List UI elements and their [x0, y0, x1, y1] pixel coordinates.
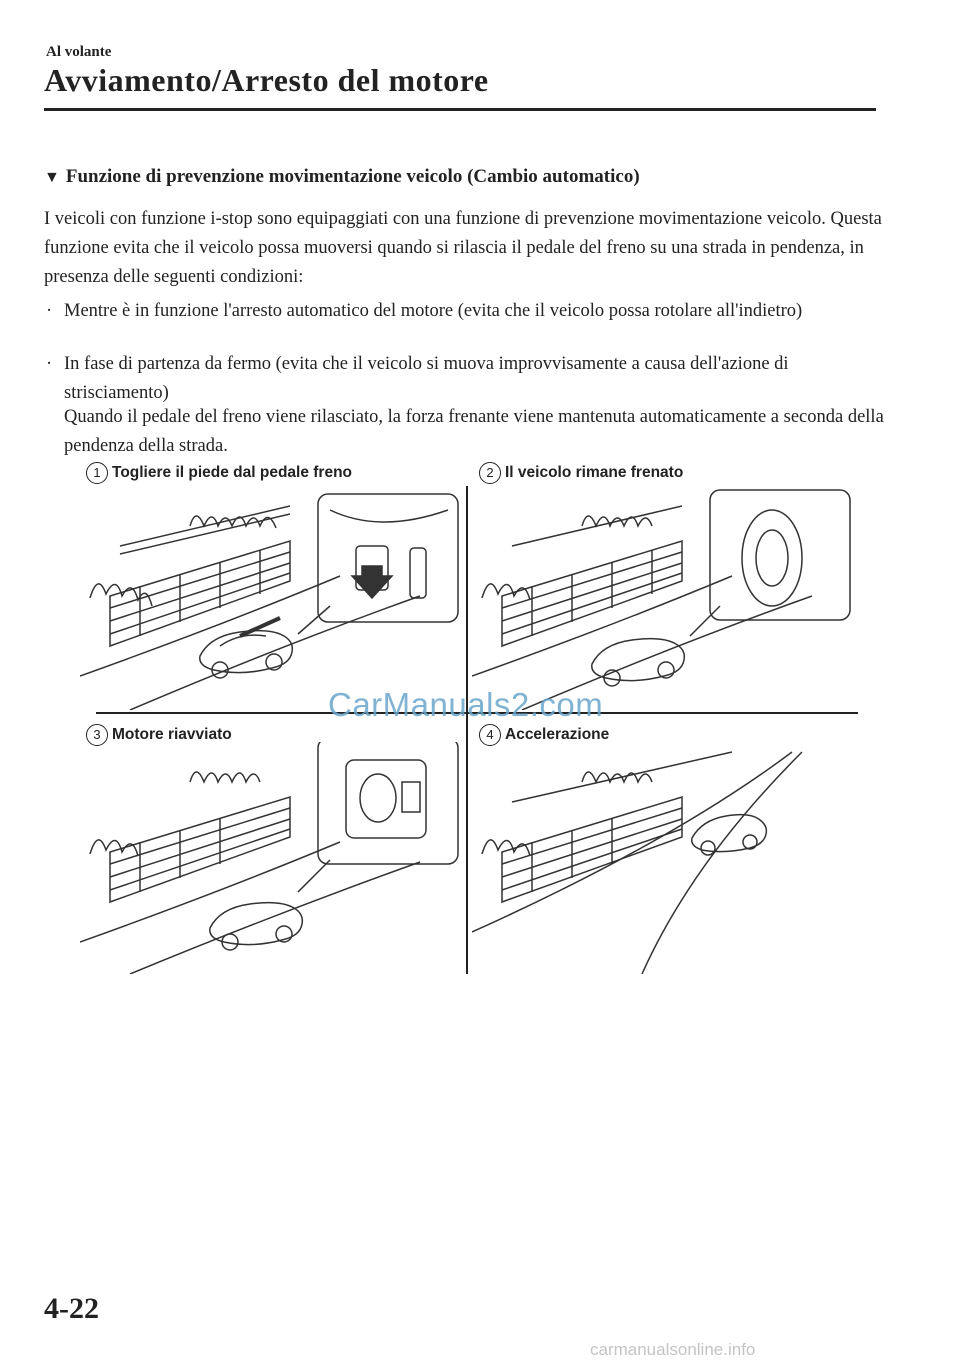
- chapter-label: Al volante: [46, 44, 112, 60]
- step-number-badge: 3: [86, 724, 108, 746]
- pedal-inset: [298, 494, 458, 634]
- bullet-dot: ·: [46, 301, 53, 321]
- panel-label-text: Togliere il piede dal pedale freno: [112, 464, 353, 482]
- note-paragraph: Quando il pedale del freno viene rilasciato, la forza frenante viene mantenuta automaticamente a seconda della pendenza della strada.: [64, 407, 884, 456]
- car-icon: [692, 815, 767, 855]
- title-rule: [44, 108, 876, 111]
- bullet-dot: ·: [46, 354, 53, 374]
- car-icon: [210, 903, 303, 950]
- illustration-brake-release: [80, 486, 460, 710]
- bullet-text: Mentre è in funzione l'arresto automatico del motore (evita che il veicolo possa rotolare all'indietro): [64, 301, 803, 321]
- triangle-marker-icon: ▼: [44, 169, 60, 186]
- road-icon: [80, 842, 420, 974]
- section-heading: [44, 166, 640, 188]
- step-number-badge: 2: [479, 462, 501, 484]
- figure-vertical-divider: [466, 486, 468, 974]
- road-icon: [472, 752, 802, 974]
- panel-label-text: Motore riavviato: [112, 726, 232, 744]
- illustration-engine-restart: [80, 742, 460, 974]
- down-arrow-icon: [352, 566, 392, 598]
- car-icon: [200, 631, 293, 678]
- watermark: CarManuals2.com: [328, 686, 604, 723]
- intro-paragraph: I veicoli con funzione i-stop sono equipaggiati con una funzione di prevenzione movimentazione veicolo. Questa funzione evita che il veicolo possa muoversi quando si rilascia il pedale del freno su una strada in pendenza, in presenza delle seguenti condizioni:: [44, 209, 882, 287]
- page-number: 4-22: [44, 1292, 99, 1325]
- step-number-badge: 4: [479, 724, 501, 746]
- step-number-badge: 1: [86, 462, 108, 484]
- engine-inset: [298, 742, 458, 892]
- stone-wall-icon: [502, 506, 682, 646]
- section-heading-text: Funzione di prevenzione movimentazione veicolo (Cambio automatico): [65, 166, 640, 187]
- panel-label-1: [86, 462, 352, 484]
- panel-label-2: [479, 462, 683, 484]
- bullet-text: In fase di partenza da fermo (evita che il veicolo si muova improvvisamente a causa dell'azione di strisciamento): [64, 354, 789, 403]
- footer-link[interactable]: carmanualsonline.info: [590, 1340, 756, 1359]
- illustration-acceleration: [472, 742, 856, 974]
- illustration-vehicle-held: [472, 486, 856, 710]
- trees-icon: [90, 516, 276, 606]
- panel-label-text: Il veicolo rimane frenato: [505, 464, 684, 482]
- stone-wall-icon: [110, 797, 290, 902]
- brake-disc-inset: [690, 490, 850, 636]
- panel-label-text: Accelerazione: [505, 726, 610, 744]
- page-title: Avviamento/Arresto del motore: [44, 62, 489, 98]
